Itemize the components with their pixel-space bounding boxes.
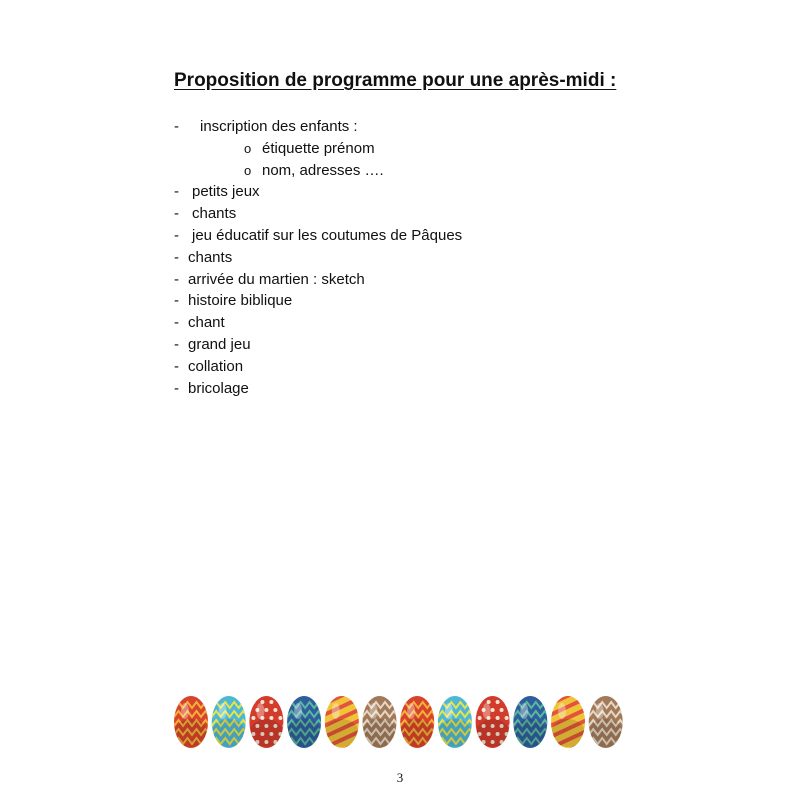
easter-egg-icon <box>363 696 399 748</box>
dash-bullet: - <box>174 292 179 310</box>
list-item <box>174 181 462 203</box>
sub-item-text: nom, adresses …. <box>262 161 384 179</box>
dash-bullet: - <box>174 314 179 332</box>
program-list <box>174 116 462 399</box>
item-text: grand jeu <box>188 335 251 353</box>
easter-egg-icon <box>249 696 286 748</box>
list-item <box>174 269 462 291</box>
item-text: arrivée du martien : sketch <box>188 270 365 288</box>
dash-bullet: - <box>174 335 179 353</box>
easter-egg-icon <box>589 696 624 748</box>
list-item <box>174 356 462 378</box>
item-text: petits jeux <box>192 183 260 201</box>
sub-bullet-icon: o <box>244 140 252 156</box>
easter-egg-icon <box>513 696 549 748</box>
easter-egg-icon <box>174 696 210 748</box>
item-text: chant <box>188 314 225 332</box>
page-number: 3 <box>396 770 404 785</box>
item-text: histoire biblique <box>188 292 293 310</box>
item-text: chants <box>188 248 233 266</box>
item-text: bricolage <box>188 379 249 397</box>
list-item <box>174 312 462 334</box>
dash-bullet: - <box>174 248 179 266</box>
page-title: Proposition de programme pour une après-midi : <box>174 70 617 91</box>
easter-egg-icon <box>476 696 513 748</box>
list-item <box>174 378 462 400</box>
easter-egg-icon <box>287 696 323 748</box>
item-text: inscription des enfants : <box>200 118 358 135</box>
easter-egg-icon <box>438 696 474 748</box>
list-item <box>174 290 462 312</box>
dash-bullet: - <box>174 118 179 135</box>
easter-eggs-decoration <box>172 692 624 750</box>
list-item <box>174 225 462 247</box>
sub-list-item <box>174 160 462 182</box>
item-text: collation <box>188 357 244 375</box>
easter-egg-icon <box>212 696 248 748</box>
list-item <box>174 116 462 138</box>
dash-bullet: - <box>174 205 179 223</box>
sub-item-text: étiquette prénom <box>262 139 375 157</box>
sub-list-item <box>174 138 462 160</box>
item-text: jeu éducatif sur les coutumes de Pâques <box>192 226 463 244</box>
dash-bullet: - <box>174 379 179 397</box>
sub-bullet-icon: o <box>244 162 252 178</box>
dash-bullet: - <box>174 270 179 288</box>
dash-bullet: - <box>174 226 179 244</box>
dash-bullet: - <box>174 357 179 375</box>
easter-egg-icon <box>400 696 436 748</box>
item-text: chants <box>192 205 237 223</box>
list-item <box>174 203 462 225</box>
list-item <box>174 247 462 269</box>
dash-bullet: - <box>174 183 179 201</box>
list-item <box>174 334 462 356</box>
